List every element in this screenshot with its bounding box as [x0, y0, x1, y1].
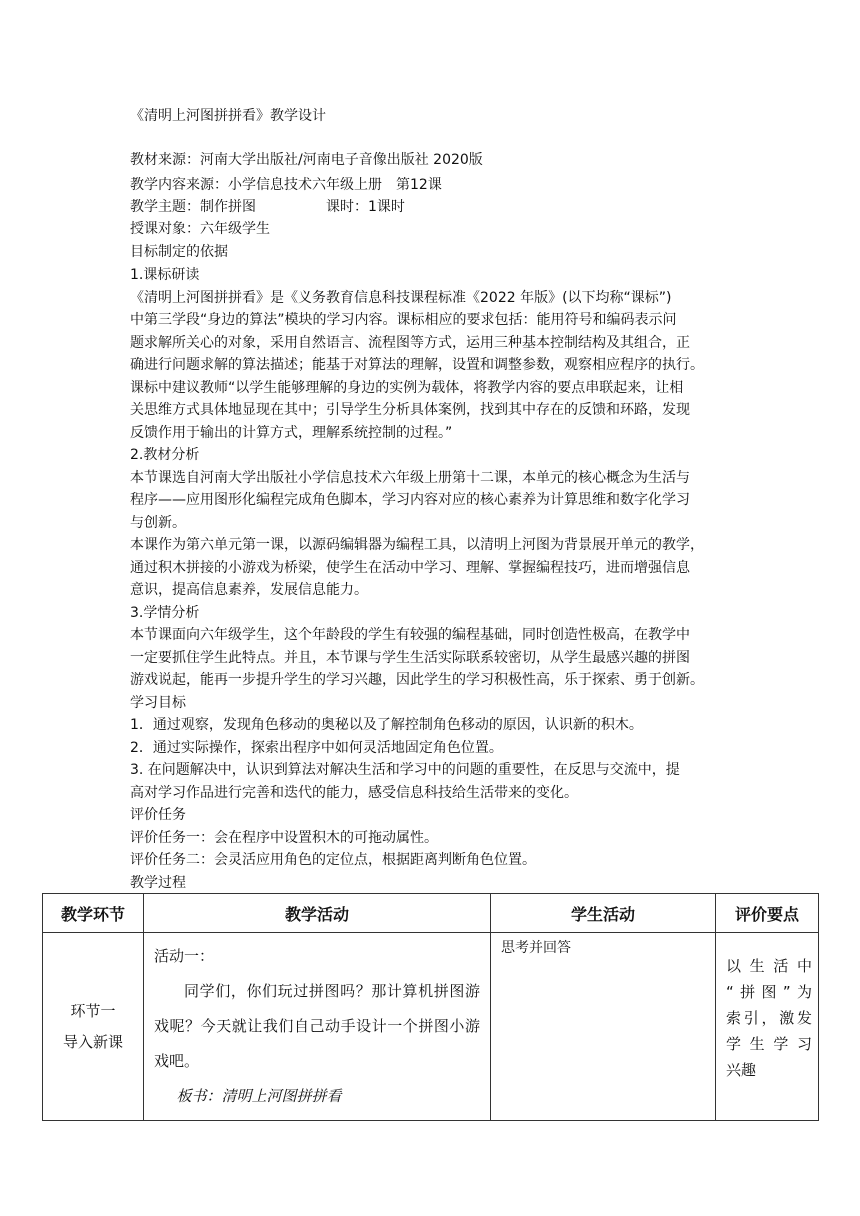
- target-audience: 授课对象：六年级学生: [130, 221, 270, 237]
- material-source: 教材来源：河南大学出版社/河南电子音像出版社 2020版: [130, 152, 483, 168]
- objective-line: 2．通过实际操作，探索出程序中如何灵活地固定角色位置。: [130, 740, 503, 756]
- header-teacher-activity: 教学活动: [144, 894, 491, 933]
- stage-cell: [43, 933, 144, 1121]
- section2-line: 意识，提高信息素养，发展信息能力。: [130, 582, 368, 598]
- evaluation-cell: [716, 933, 819, 1121]
- stage-name: 导入新课: [62, 1032, 123, 1051]
- objective-line: 高对学习作品进行完善和迭代的能力，感受信息科技给生活带来的变化。: [130, 785, 578, 801]
- document-title: 《清明上河图拼拼看》教学设计: [130, 108, 326, 124]
- eval-line: 学生学习: [726, 1035, 812, 1053]
- teacher-activity-cell: [144, 933, 491, 1121]
- section1-line: 《清明上河图拼拼看》是《义务教育信息科技课程标准《2022 年版》(以下均称“课标”): [130, 290, 672, 306]
- teaching-process-table: [42, 893, 819, 1121]
- objective-line: 1．通过观察，发现角色移动的奥秘以及了解控制角色移动的原因，认识新的积木。: [130, 717, 643, 733]
- basis-heading: 目标制定的依据: [130, 244, 228, 260]
- section3-line: 一定要抓住学生此特点。并且，本节课与学生生活实际联系较密切，从学生最感兴趣的拼图: [130, 650, 690, 666]
- section3-line: 本节课面向六年级学生，这个年龄段的学生有较强的编程基础，同时创造性极高，在教学中: [130, 627, 690, 643]
- evaluation-task-1: 评价任务一：会在程序中设置积木的可拖动属性。: [130, 830, 438, 846]
- evaluation-heading: 评价任务: [130, 807, 186, 823]
- header-stage: 教学环节: [43, 894, 144, 933]
- section1-heading: 1.课标研读: [130, 267, 200, 283]
- objective-line: 3. 在问题解决中，认识到算法对解决生活和学习中的问题的重要性，在反思与交流中，提: [130, 762, 680, 778]
- section2-line: 与创新。: [130, 515, 186, 531]
- board-note: 板书：清明上河图拼拼看: [176, 1087, 342, 1105]
- table-header-row: [43, 894, 819, 933]
- objectives-heading: 学习目标: [130, 695, 186, 711]
- lesson-duration: 课时：1课时: [326, 199, 405, 215]
- section1-line: 中第三学段“身边的算法”模块的学习内容。课标相应的要求包括：能用符号和编码表示问: [130, 312, 677, 328]
- section3-line: 游戏说起，能再一步提升学生的学习兴趣，因此学生的学习积极性高，乐于探索、勇于创新。: [130, 672, 704, 688]
- section1-line: 题求解所关心的对象，采用自然语言、流程图等方式，运用三种基本控制结构及其组合，正: [130, 335, 690, 351]
- section3-heading: 3.学情分析: [130, 605, 200, 621]
- activity-title: 活动一：: [154, 947, 215, 965]
- section2-line: 本节课选自河南大学出版社小学信息技术六年级上册第十二课，本单元的核心概念为生活与: [130, 470, 690, 486]
- table-row: [43, 933, 819, 1121]
- eval-line: “拼图”为: [726, 983, 812, 1001]
- activity-text: 同学们，你们玩过拼图吗？那计算机拼图游戏呢？今天就让我们自己动手设计一个拼图小游戏吧。: [154, 982, 480, 1070]
- section1-line: 课标中建议教师“以学生能够理解的身边的实例为载体，将教学内容的要点串联起来，让相: [130, 380, 684, 396]
- section1-line: 确进行问题求解的算法描述；能基于对算法的理解，设置和调整参数，观察相应程序的执行。: [130, 357, 704, 373]
- eval-line: 以生活中: [726, 957, 812, 975]
- header-evaluation: 评价要点: [716, 894, 819, 933]
- student-activity-cell: 思考并回答: [491, 933, 716, 1121]
- process-heading: 教学过程: [130, 875, 186, 891]
- section2-line: 本课作为第六单元第一课，以源码编辑器为编程工具，以清明上河图为背景展开单元的教学，: [130, 537, 704, 553]
- content-source: 教学内容来源：小学信息技术六年级上册 第12课: [130, 177, 442, 193]
- evaluation-task-2: 评价任务二：会灵活应用角色的定位点，根据距离判断角色位置。: [130, 852, 536, 868]
- eval-line: 兴趣: [726, 1061, 757, 1079]
- section2-line: 通过积木拼接的小游戏为桥梁，使学生在活动中学习、理解、掌握编程技巧，进而增强信息: [130, 560, 690, 576]
- section2-heading: 2.教材分析: [130, 447, 200, 463]
- stage-number: 环节一: [70, 1001, 116, 1020]
- header-student-activity: 学生活动: [491, 894, 716, 933]
- section1-line: 关思维方式具体地显现在其中；引导学生分析具体案例，找到其中存在的反馈和环路，发现: [130, 402, 690, 418]
- eval-line: 索引，激发: [726, 1009, 812, 1027]
- teaching-topic: 教学主题：制作拼图: [130, 199, 256, 215]
- section1-line: 反馈作用于输出的计算方式，理解系统控制的过程。”: [130, 425, 453, 441]
- section2-line: 程序——应用图形化编程完成角色脚本，学习内容对应的核心素养为计算思维和数字化学习: [130, 492, 690, 508]
